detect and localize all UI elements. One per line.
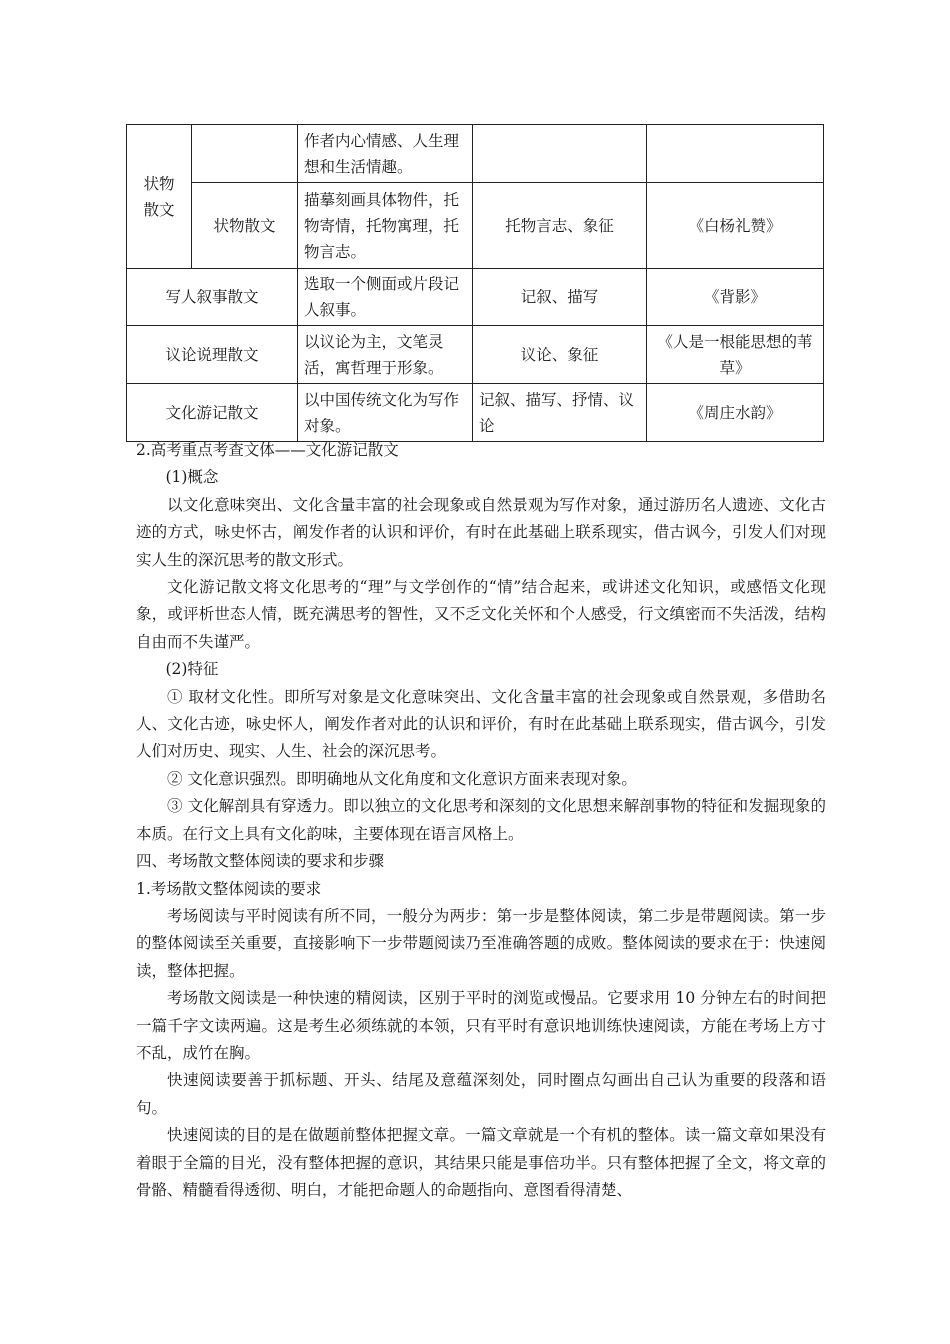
table-cell-description: 描摹刻画具体物件，托物寄情，托物寓理，托物言志。 <box>298 183 473 269</box>
table-cell-example: 《人是一根能思想的苇草》 <box>647 326 824 384</box>
table-cell-method: 记叙、描写 <box>473 269 647 326</box>
table-cell-subtype: 状物散文 <box>192 183 298 269</box>
table-cell-example <box>647 125 824 183</box>
table-cell-type: 议论说理散文 <box>127 326 298 384</box>
table-cell-description: 选取一个侧面或片段记人叙事。 <box>298 269 473 326</box>
table-cell-example: 《背影》 <box>647 269 824 326</box>
table-cell-example: 《白杨礼赞》 <box>647 183 824 269</box>
table-cell-method <box>473 125 647 183</box>
table-cell-description: 作者内心情感、人生理想和生活情趣。 <box>298 125 473 183</box>
table-row <box>127 125 824 183</box>
table-cell-method: 记叙、描写、抒情、议论 <box>473 384 647 442</box>
table-cell-subtype <box>192 125 298 183</box>
paragraph: 快速阅读要善于抓标题、开头、结尾及意蕴深刻处，同时圈点勾画出自己认为重要的段落和语句。 <box>136 1071 826 1117</box>
prose-type-table <box>126 124 824 442</box>
paragraph: 考场阅读与平时阅读有所不同，一般分为两步：第一步是整体阅读，第二步是带题阅读。第一步的整体阅读至关重要，直接影响下一步带题阅读乃至准确答题的成败。整体阅读的要求在于：快速阅读，整体把握。 <box>136 906 826 980</box>
subsection-label: (1)概念 <box>165 468 219 487</box>
paragraph: 快速阅读的目的是在做题前整体把握文章。一篇文章就是一个有机的整体。读一篇文章如果没有着眼于全篇的目光，没有整体把握的意识，其结果只能是事倍功半。只有整体把握了全文，将文章的骨骼、精髓看得透彻、明白，才能把命题人的命题指向、意图看得清楚、 <box>136 1126 826 1199</box>
feature-item: ① 取材文化性。即所写对象是文化意味突出、文化含量丰富的社会现象或自然景观，多借助名人、文化古迹，咏史怀人，阐发作者对此的认识和评价，有时在此基础上联系现实，借古讽今，引发人们对历史、现实、人生、社会的深沉思考。 <box>136 687 826 761</box>
table-cell-example: 《周庄水韵》 <box>647 384 824 442</box>
feature-item: ③ 文化解剖具有穿透力。即以独立的文化思考和深刻的文化思想来解剖事物的特征和发掘现象的本质。在行文上具有文化韵味，主要体现在语言风格上。 <box>136 797 826 843</box>
table-cell-type: 文化游记散文 <box>127 384 298 442</box>
paragraph: 文化游记散文将文化思考的“理”与文学创作的“情”结合起来，或讲述文化知识，或感悟文化现象，或评析世态人情，既充满思考的智性，又不乏文化关怀和个人感受，行文缜密而不失活泼，结构自由而不失谨严。 <box>136 578 826 651</box>
table-row <box>127 326 824 384</box>
chapter-heading: 四、考场散文整体阅读的要求和步骤 <box>136 852 385 871</box>
feature-item: ② 文化意识强烈。即明确地从文化角度和文化意识方面来表现对象。 <box>167 769 637 788</box>
table-cell-group: 状物 散文 <box>127 125 192 269</box>
table-row <box>127 269 824 326</box>
paragraph: 考场散文阅读是一种快速的精阅读，区别于平时的浏览或慢品。它要求用 10 分钟左右的时间把一篇千字文读两遍。这是考生必须练就的本领，只有平时有意识地训练快速阅读，方能在考场上方寸不乱，成竹在胸。 <box>136 989 826 1062</box>
table-cell-method: 托物言志、象征 <box>473 183 647 269</box>
paragraph: 以文化意味突出、文化含量丰富的社会现象或自然景观为写作对象，通过游历名人遗迹、文化古迹的方式，咏史怀古，阐发作者的认识和评价，有时在此基础上联系现实，借古讽今，引发人们对现实人生的深沉思考的散文形式。 <box>136 495 826 569</box>
section-heading: 2.高考重点考查文体——文化游记散文 <box>136 441 399 459</box>
subsection-label: (2)特征 <box>165 660 219 679</box>
table-cell-description: 以中国传统文化为写作对象。 <box>298 384 473 442</box>
table-cell-type: 写人叙事散文 <box>127 269 298 326</box>
table-cell-description: 以议论为主，文笔灵活，寓哲理于形象。 <box>298 326 473 384</box>
table-row <box>127 384 824 442</box>
section-heading: 1.考场散文整体阅读的要求 <box>136 879 322 898</box>
table-row <box>127 183 824 269</box>
table-cell-method: 议论、象征 <box>473 326 647 384</box>
body-text <box>136 437 826 1204</box>
